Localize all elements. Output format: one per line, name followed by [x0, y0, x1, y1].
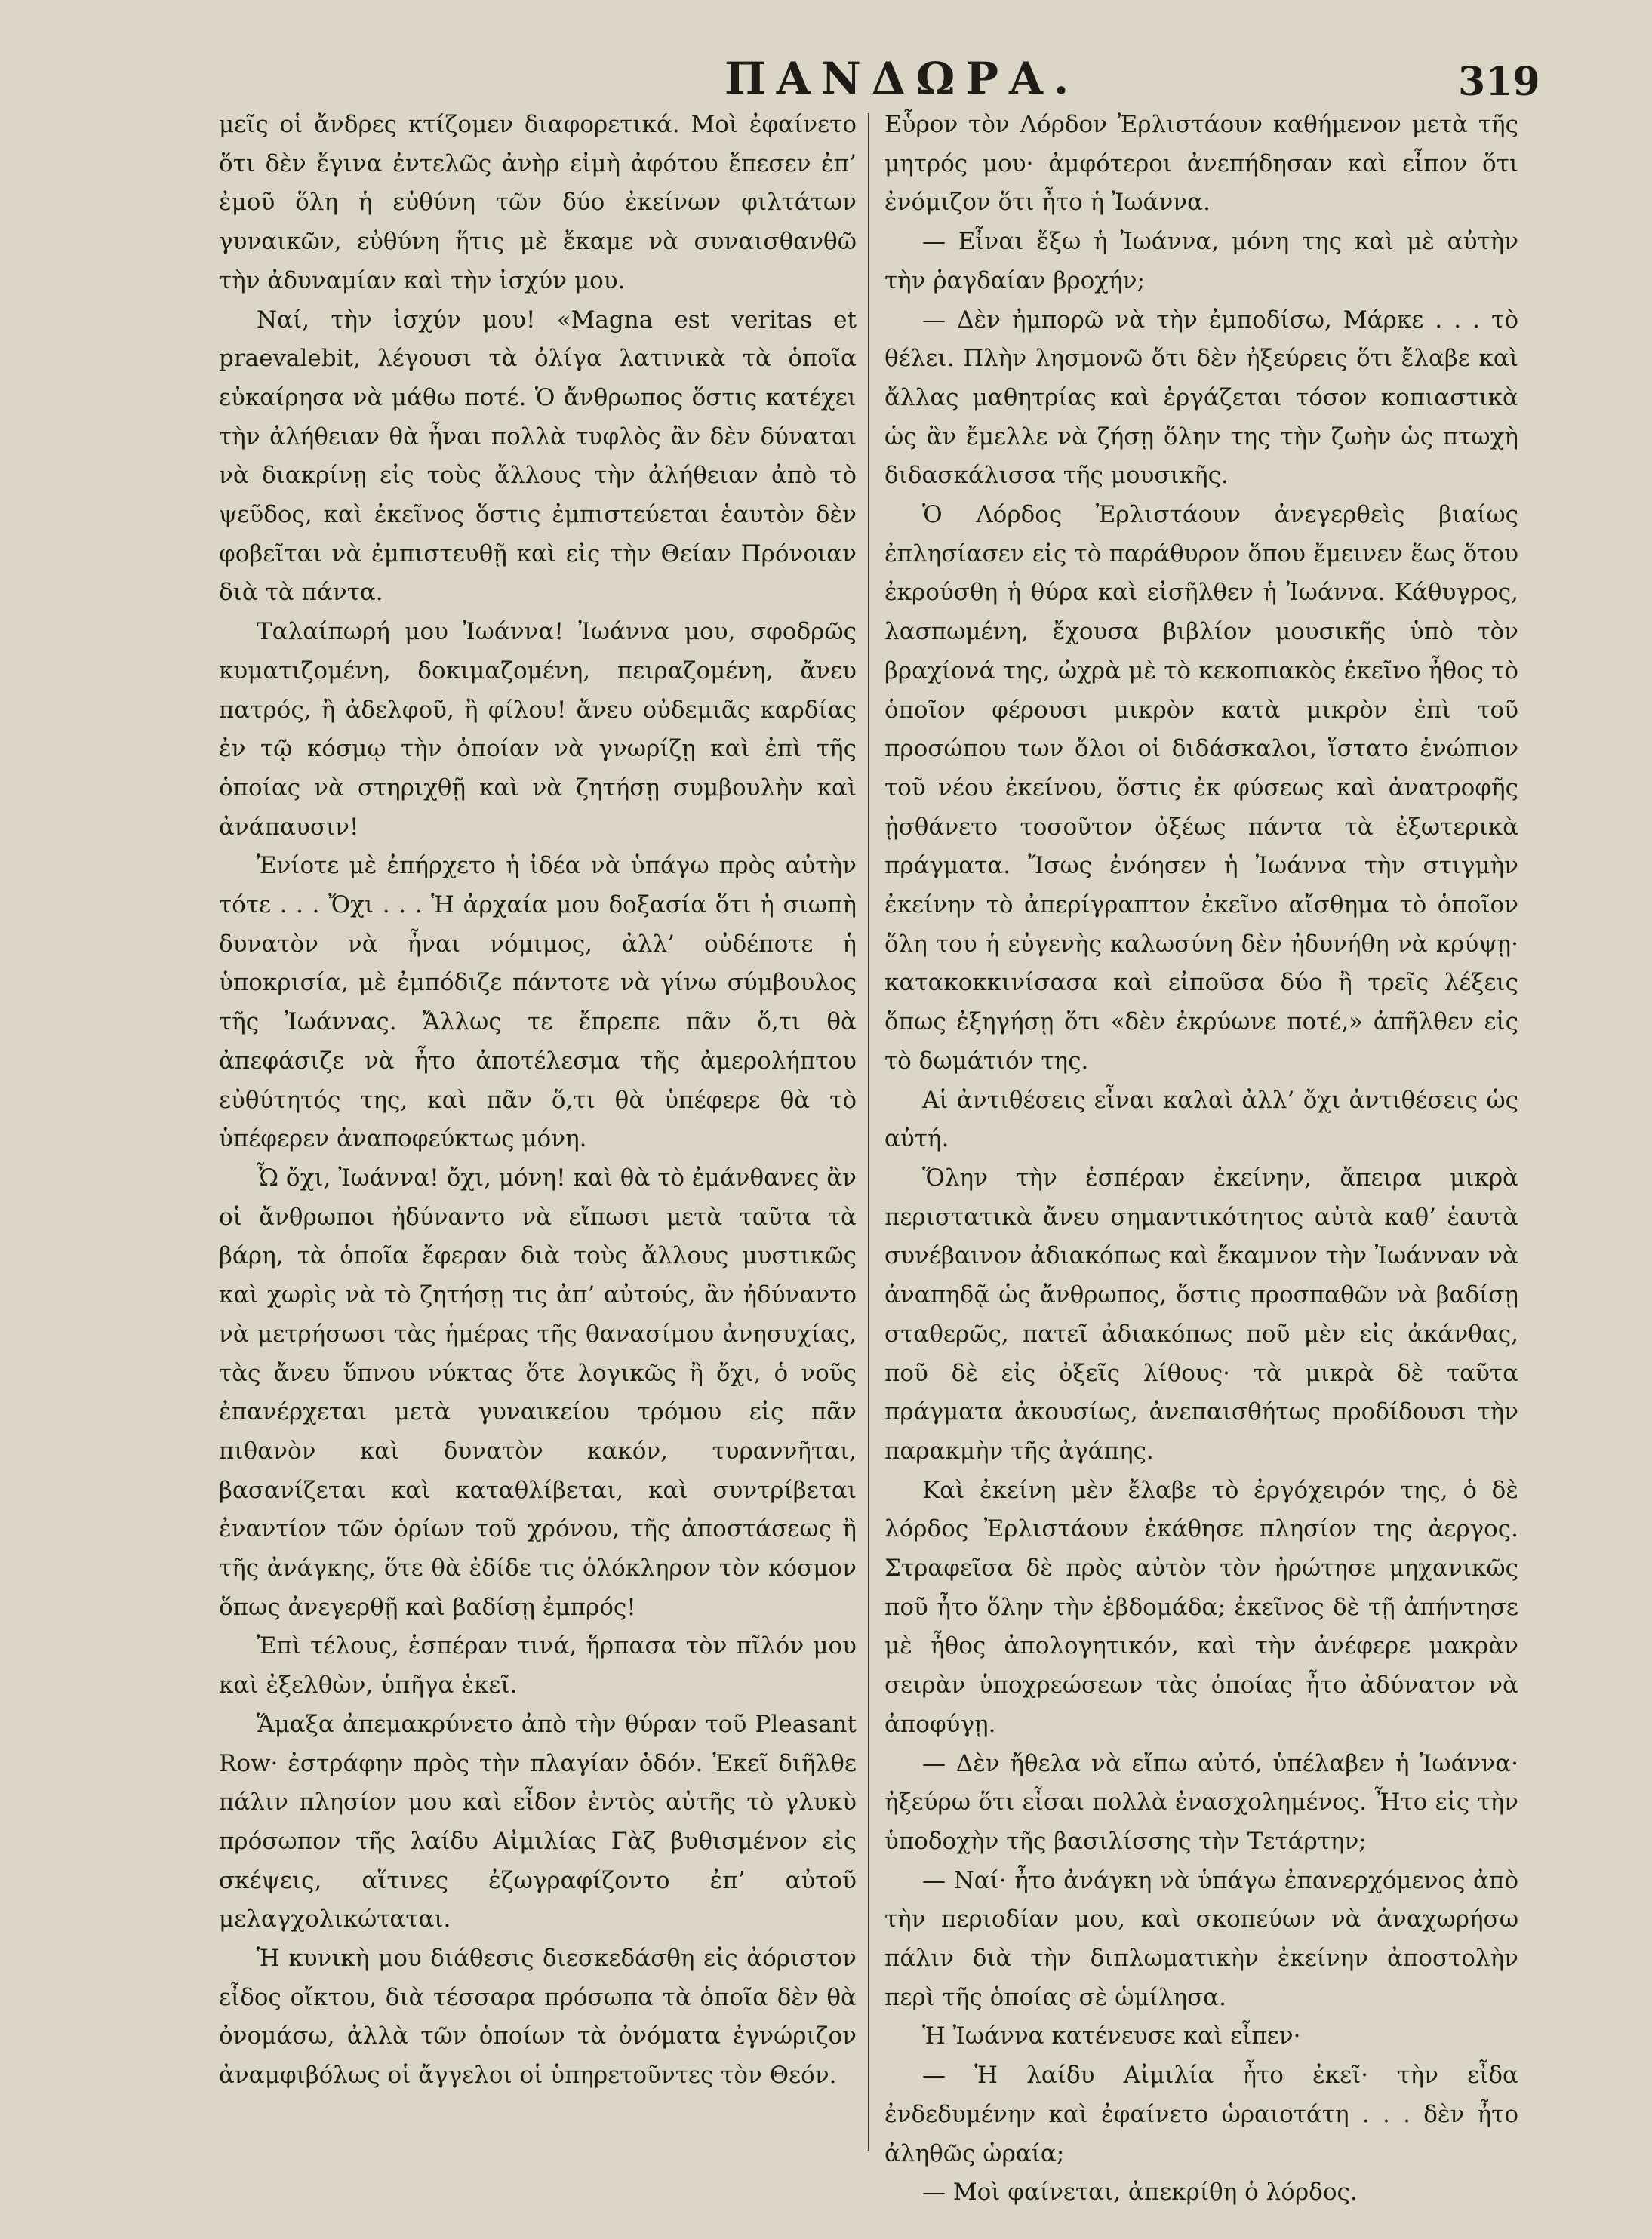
paragraph: Ἡ κυνικὴ μου διάθεσις διεσκεδάσθη εἰς ἀόριστον εἶδος οἴκτου, διὰ τέσσαρα πρόσωπα τὰ ὁποῖα δὲν θὰ ὀνομάσω, ἀλλὰ τῶν ὁποίων τὰ ὀνόματα ἐγνώριζον ἀναμφιβόλως οἱ ἄγγελοι οἱ ὑπηρετοῦντες τὸν Θεόν.: [219, 1945, 857, 2090]
paragraph: Ναί, τὴν ἰσχύν μου! «Magna est veritas et praevalebit, λέγουσι τὰ ὀλίγα λατινικὰ τὰ ὁποῖα εὐκαίρησα νὰ μάθω ποτέ. Ὁ ἄνθρωπος ὅστις κατέχει τὴν ἀλήθειαν θὰ ἦναι πολλὰ τυφλὸς ἂν δὲν δύναται νὰ διακρίνῃ εἰς τοὺς ἄλλους τὴν ἀλήθειαν ἀπὸ τὸ ψεῦδος, καὶ ἐκεῖνος ὅστις ἐμπιστεύεται ἑαυτὸν δὲν φοβεῖται νὰ ἐμπιστευθῇ καὶ εἰς τὴν Θείαν Πρόνοιαν διὰ τὰ πάντα.: [219, 306, 857, 607]
paragraph: Ὦ ὄχι, Ἰωάννα! ὄχι, μόνη! καὶ θὰ τὸ ἐμάνθανες ἂν οἱ ἄνθρωποι ἠδύναντο νὰ εἴπωσι μετὰ ταῦτα τὰ βάρη, τὰ ὁποῖα ἔφεραν διὰ τοὺς ἄλλους μυστικῶς καὶ χωρὶς νὰ τὸ ζητήσῃ τις ἀπ’ αὐτούς, ἂν ἠδύναντο νὰ μετρήσωσι τὰς ἡμέρας τῆς θανασίμου ἀνησυχίας, τὰς ἄνευ ὕπνου νύκτας ὅτε λογικῶς ἢ ὄχι, ὁ νοῦς ἐπανέρχεται μετὰ γυναικείου τρόμου εἰς πᾶν πιθανὸν καὶ δυνατὸν κακόν, τυραννῆται, βασανίζεται καὶ καταθλίβεται, καὶ συντρίβεται ἐναντίον τῶν ὁρίων τοῦ χρόνου, τῆς ἀποστάσεως ἢ τῆς ἀνάγκης, ὅτε θὰ ἐδίδε τις ὁλόκληρον τὸν κόσμον ὅπως ἀνεγερθῇ καὶ βαδίσῃ ἐμπρός!: [219, 1164, 857, 1621]
right-column: [884, 106, 1518, 2213]
journal-title: ΠΑΝΔΩΡΑ.: [724, 53, 1080, 104]
paragraph: Εὗρον τὸν Λόρδον Ἐρλιστάουν καθήμενον μετὰ τῆς μητρός μου· ἀμφότεροι ἀνεπήδησαν καὶ εἶπον ὅτι ἐνόμιζον ὅτι ἦτο ἡ Ἰωάννα.: [884, 111, 1518, 217]
paragraph: Ἅμαξα ἀπεμακρύνετο ἀπὸ τὴν θύραν τοῦ Pleasant Row· ἐστράφην πρὸς τὴν πλαγίαν ὁδόν. Ἐκεῖ διῆλθε πάλιν πλησίον μου καὶ εἶδον ἐντὸς αὐτῆς τὸ γλυκὺ πρόσωπον τῆς λαίδυ Αἰμιλίας Γὰζ βυθισμένον εἰς σκέψεις, αἵτινες ἐζωγραφίζοντο ἐπ’ αὐτοῦ μελαγχολικώταται.: [219, 1710, 857, 1933]
paragraph: — Δὲν ἤθελα νὰ εἴπω αὐτό, ὑπέλαβεν ἡ Ἰωάννα· ἠξεύρω ὅτι εἶσαι πολλὰ ἐνασχολημένος. Ἦτο εἰς τὴν ὑποδοχὴν τῆς βασιλίσσης τὴν Τετάρτην;: [884, 1749, 1518, 1855]
paragraph: Ἡ Ἰωάννα κατένευσε καὶ εἶπεν·: [922, 2022, 1301, 2050]
paragraph: — Εἶναι ἔξω ἡ Ἰωάννα, μόνη της καὶ μὲ αὐτὴν τὴν ῥαγδαίαν βροχήν;: [884, 228, 1518, 294]
paragraph: — Ἡ λαίδυ Αἰμιλία ἦτο ἐκεῖ· τὴν εἶδα ἐνδεδυμένην καὶ ἐφαίνετο ὡραιοτάτη . . . δὲν ἦτο ἀληθῶς ὡραία;: [884, 2062, 1518, 2167]
paragraph: Καὶ ἐκείνη μὲν ἔλαβε τὸ ἐργόχειρόν της, ὁ δὲ λόρδος Ἐρλιστάουν ἐκάθησε πλησίον της ἀεργος. Στραφεῖσα δὲ πρὸς αὐτὸν τὸν ἠρώτησε μηχανικῶς ποῦ ἦτο ὅλην τὴν ἑβδομάδα; ἐκεῖνος δὲ τῇ ἀπήντησε μὲ ἦθος ἀπολογητικόν, καὶ τὴν ἀνέφερε μακρὰν σειρὰν ὑποχρεώσεων τὰς ὁποίας ἦτο ἀδύνατον νὰ ἀποφύγῃ.: [884, 1476, 1518, 1738]
paragraph: — Ναί· ἦτο ἀνάγκη νὰ ὑπάγω ἐπανερχόμενος ἀπὸ τὴν περιοδίαν μου, καὶ σκοπεύων νὰ ἀναχωρήσω πάλιν διὰ τὴν διπλωματικὴν ἐκείνην ἀποστολὴν περὶ τῆς ὁποίας σὲ ὡμίλησα.: [884, 1866, 1518, 2011]
left-column: [219, 106, 857, 2096]
paragraph: Αἱ ἀντιθέσεις εἶναι καλαὶ ἀλλ’ ὄχι ἀντιθέσεις ὡς αὐτή.: [884, 1086, 1518, 1153]
paragraph: Ἐπὶ τέλους, ἑσπέραν τινά, ἥρπασα τὸν πῖλόν μου καὶ ἐξελθὼν, ὑπῆγα ἐκεῖ.: [219, 1632, 857, 1699]
paragraph: μεῖς οἱ ἄνδρες κτίζομεν διαφορετικά. Μοὶ ἐφαίνετο ὅτι δὲν ἔγινα ἐντελῶς ἀνὴρ εἰμὴ ἀφότου ἔπεσεν ἐπ’ ἐμοῦ ὅλη ἡ εὐθύνη τῶν δύο ἐκείνων φιλτάτων γυναικῶν, εὐθύνη ἥτις μὲ ἔκαμε νὰ συναισθανθῶ τὴν ἀδυναμίαν καὶ τὴν ἰσχύν μου.: [219, 111, 857, 294]
paragraph: Ἐνίοτε μὲ ἐπήρχετο ἡ ἰδέα νὰ ὑπάγω πρὸς αὐτὴν τότε . . . Ὄχι . . . Ἡ ἀρχαία μου δοξασία ὅτι ἡ σιωπὴ δυνατὸν νὰ ἦναι νόμιμος, ἀλλ’ οὐδέποτε ἡ ὑποκρισία, μὲ ἐμπόδιζε πάντοτε νὰ γίνω σύμβουλος τῆς Ἰωάννας. Ἄλλως τε ἔπρεπε πᾶν ὅ,τι θὰ ἀπεφάσιζε νὰ ἦτο ἀποτέλεσμα τῆς ἀμερολήπτου εὐθύτητός της, καὶ πᾶν ὅ,τι θὰ ὑπέφερε θὰ τὸ ὑπέφερεν ἀναποφεύκτως μόνη.: [219, 852, 857, 1153]
paragraph: Ὁ Λόρδος Ἐρλιστάουν ἀνεγερθεὶς βιαίως ἐπλησίασεν εἰς τὸ παράθυρον ὅπου ἔμεινεν ἕως ὅτου ἐκρούσθη ἡ θύρα καὶ εἰσῆλθεν ἡ Ἰωάννα. Κάθυγρος, λασπωμένη, ἔχουσα βιβλίον μουσικῆς ὑπὸ τὸν βραχίονά της, ὠχρὰ μὲ τὸ κεκοπιακὸς ἐκεῖνο ἦθος τὸ ὁποῖον φέρουσι μικρὸν κατὰ μικρὸν ἐπὶ τοῦ προσώπου των ὅλοι οἱ διδάσκαλοι, ἵστατο ἐνώπιον τοῦ νέου ἐκείνου, ὅστις ἐκ φύσεως καὶ ἀνατροφῆς ᾐσθάνετο τοσοῦτον ὀξέως πάντα τὰ ἐξωτερικὰ πράγματα. Ἴσως ἐνόησεν ἡ Ἰωάννα τὴν στιγμὴν ἐκείνην τὸ ἀπερίγραπτον ἐκεῖνο αἴσθημα τὸ ὁποῖον ὅλη του ἡ εὐγενὴς καλωσύνη δὲν ἠδυνήθη νὰ κρύψῃ· κατακοκκινίσασα καὶ εἰποῦσα δύο ἢ τρεῖς λέξεις ὅπως ἐξηγήσῃ ὅτι «δὲν ἐκρύωνε ποτέ,» ἀπῆλθεν εἰς τὸ δωμάτιόν της.: [884, 501, 1518, 1075]
paragraph: Ὅλην τὴν ἑσπέραν ἐκείνην, ἄπειρα μικρὰ περιστατικὰ ἄνευ σημαντικότητος αὐτὰ καθ’ ἑαυτὰ συνέβαινον ἀδιακόπως καὶ ἔκαμνον τὴν Ἰωάνναν νὰ ἀναπηδᾷ ὡς ἄνθρωπος, ὅστις προσπαθῶν νὰ βαδίσῃ σταθερῶς, πατεῖ ἀδιακόπως ποῦ μὲν εἰς ἀκάνθας, ποῦ δὲ εἰς ὀξεῖς λίθους· τὰ μικρὰ δὲ ταῦτα πράγματα ἀκουσίως, ἀνεπαισθήτως προδίδουσι τὴν παρακμὴν τῆς ἀγάπης.: [884, 1164, 1518, 1465]
column-divider: [868, 113, 869, 2151]
paragraph: — Δὲν ἠμπορῶ νὰ τὴν ἐμποδίσω, Μάρκε . . . τὸ θέλει. Πλὴν λησμονῶ ὅτι δὲν ἠξεύρεις ὅτι ἔλαβε καὶ ἄλλας μαθητρίας καὶ ἐργάζεται τόσον κοπιαστικὰ ὡς ἂν ἔμελλε νὰ ζήσῃ ὅλην της τὴν ζωὴν ὡς πτωχὴ διδασκάλισσα τῆς μουσικῆς.: [884, 306, 1518, 490]
paragraph: Ταλαίπωρή μου Ἰωάννα! Ἰωάννα μου, σφοδρῶς κυματιζομένη, δοκιμαζομένη, πειραζομένη, ἄνευ πατρός, ἢ ἀδελφοῦ, ἢ φίλου! ἄνευ οὐδεμιᾶς καρδίας ἐν τῷ κόσμῳ τὴν ὁποίαν νὰ γνωρίζῃ καὶ ἐπὶ τῆς ὁποίας νὰ στηριχθῇ καὶ νὰ ζητήσῃ συμβουλὴν καὶ ἀνάπαυσιν!: [219, 618, 857, 841]
page-number: 319: [1458, 59, 1540, 105]
paragraph: — Μοὶ φαίνεται, ἀπεκρίθη ὁ λόρδος.: [922, 2179, 1358, 2207]
